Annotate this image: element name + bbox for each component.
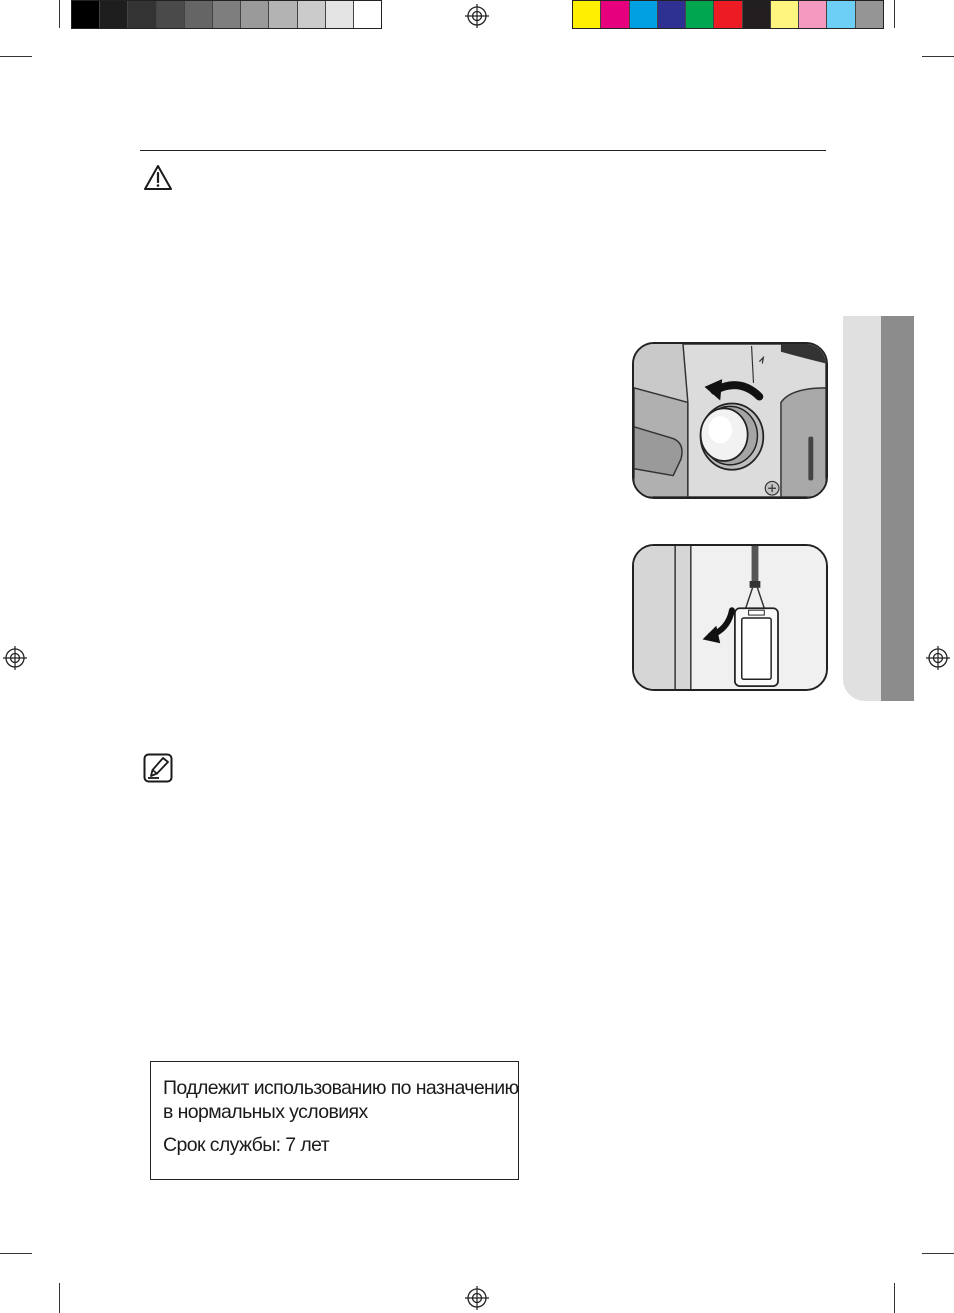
calibration-swatch [856,1,883,28]
crop-mark [0,1253,32,1254]
calibration-swatch [743,1,771,28]
warning-triangle-icon [143,164,173,191]
notice-line-service-life: Срок службы: 7 лет [163,1134,330,1156]
filter-cap-illustration [632,342,828,499]
registration-mark-icon [465,1286,489,1310]
section-divider [140,150,826,151]
crop-mark [922,56,954,57]
calibration-swatch [157,1,185,28]
calibration-swatch [658,1,686,28]
calibration-swatch [799,1,827,28]
calibration-swatch [241,1,269,28]
service-life-notice [150,1061,519,1180]
calibration-swatch [827,1,855,28]
calibration-swatch [100,1,128,28]
notice-line-conditions: в нормальных условиях [163,1101,368,1123]
crop-mark [894,1283,895,1313]
calibration-swatch [354,1,381,28]
side-tab-dark [881,316,914,701]
calibration-swatch [326,1,354,28]
crop-mark [922,1253,954,1254]
calibration-swatch [298,1,326,28]
calibration-swatch [771,1,799,28]
calibration-swatch [269,1,297,28]
registration-mark-icon [926,646,950,670]
calibration-swatch [714,1,742,28]
crop-mark [59,0,60,28]
calibration-swatch [185,1,213,28]
color-calibration-bar [572,0,884,29]
calibration-swatch [573,1,601,28]
crop-mark [894,0,895,28]
note-pencil-icon [143,753,173,783]
registration-mark-icon [465,4,489,28]
crop-mark [0,56,32,57]
calibration-swatch [213,1,241,28]
side-tab-light [843,316,883,701]
calibration-swatch [601,1,629,28]
calibration-swatch [128,1,156,28]
crop-mark [59,1283,60,1313]
calibration-swatch [72,1,100,28]
grayscale-calibration-bar [71,0,382,29]
hanging-tag-illustration [632,544,828,691]
notice-line-usage: Подлежит использованию по назначению [163,1077,519,1099]
registration-mark-icon [3,646,27,670]
calibration-swatch [630,1,658,28]
calibration-swatch [686,1,714,28]
